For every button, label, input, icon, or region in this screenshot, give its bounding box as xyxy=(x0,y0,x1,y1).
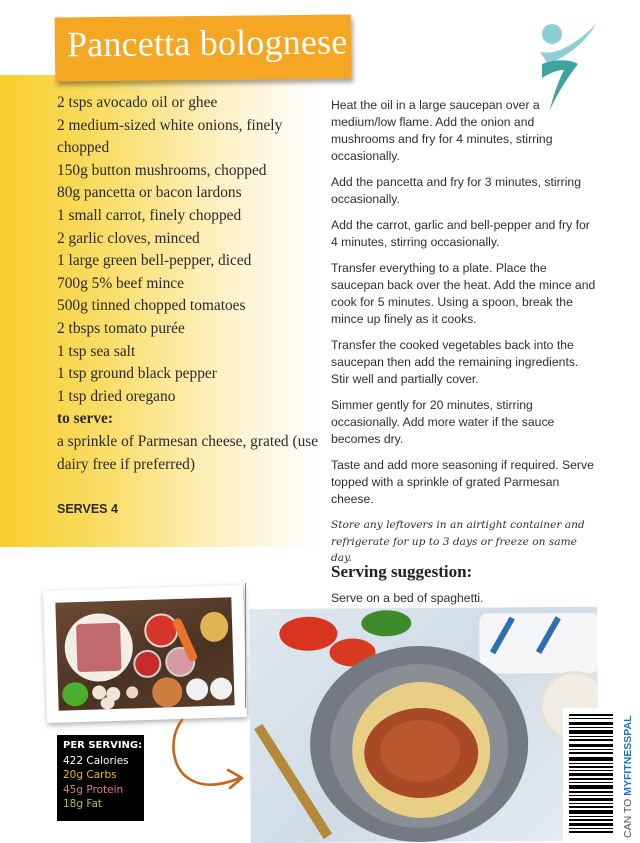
serving-suggestion-heading: Serving suggestion: xyxy=(331,562,473,581)
ingredient-item: 2 tbsps tomato purée xyxy=(57,319,185,337)
barcode-icon xyxy=(569,712,615,836)
method-step: Transfer everything to a plate. Place the saucepan back over the heat. Add the mince and cook for 5 minutes. Using a spoon, break the mince up finely as it cooks. xyxy=(331,261,596,326)
dish-photo xyxy=(249,607,599,843)
method-step: Transfer the cooked vegetables back into the saucepan then add the remaining ingredients. Stir well and partially cover. xyxy=(331,338,579,386)
ingredient-item: 1 tsp sea salt xyxy=(57,342,136,360)
ingredient-item: 1 tsp dried oregano xyxy=(57,387,176,405)
ingredients-board-image xyxy=(55,597,234,710)
serves-count: SERVES 4 xyxy=(57,502,118,516)
title-banner xyxy=(55,14,352,81)
curved-arrow-icon xyxy=(158,718,248,798)
ingredients-list xyxy=(57,92,327,476)
ingredient-item: 80g pancetta or bacon lardons xyxy=(57,184,242,202)
method-step: Taste and add more seasoning if required. Serve topped with a sprinkle of grated Parmesan cheese. xyxy=(331,458,594,506)
nutrition-protein: 45g Protein xyxy=(63,783,124,796)
ingredient-item: 1 tsp ground black pepper xyxy=(57,365,217,383)
to-serve-item: a sprinkle of Parmesan cheese, grated (use dairy free if preferred) xyxy=(57,432,319,473)
ingredient-item: 700g 5% beef mince xyxy=(57,274,184,292)
recipe-title: Pancetta bolognese xyxy=(66,21,348,65)
method-step: Heat the oil in a large saucepan over a medium/low flame. Add the onion and mushrooms and fry for 4 minutes, stirring occasionally. xyxy=(331,98,553,163)
ingredient-item: 2 tsps avocado oil or ghee xyxy=(57,94,218,111)
scan-to-myfitnesspal-label xyxy=(622,715,634,838)
ingredients-photo xyxy=(43,585,247,723)
to-serve-label: to serve: xyxy=(57,410,113,428)
nutrition-heading: PER SERVING: xyxy=(63,740,143,751)
ingredient-item: 1 large green bell-pepper, diced xyxy=(57,252,252,270)
storage-note: Store any leftovers in an airtight container and refrigerate for up to 3 days or freeze on same day. xyxy=(331,519,585,564)
serving-suggestion-text: Serve on a bed of spaghetti. xyxy=(331,591,484,605)
nutrition-calories: 422 Calories xyxy=(63,754,129,767)
photo-frame-divider xyxy=(245,583,246,708)
nutrition-fat: 18g Fat xyxy=(63,798,102,810)
ingredient-item: 150g button mushrooms, chopped xyxy=(57,161,267,179)
scan-prefix: CAN TO xyxy=(622,795,634,838)
ingredient-item: 2 medium-sized white onions, finely chopped xyxy=(57,116,283,157)
ingredient-item: 2 garlic cloves, minced xyxy=(57,229,200,247)
ingredient-item: 1 small carrot, finely chopped xyxy=(57,206,242,224)
method-step: Add the pancetta and fry for 3 minutes, stirring occasionally. xyxy=(331,175,581,206)
method-step: Simmer gently for 20 minutes, stirring occasionally. Add more water if the sauce becomes dry. xyxy=(331,398,555,446)
method-steps xyxy=(331,97,596,576)
method-step: Add the carrot, garlic and bell-pepper and fry for 4 minutes, stirring occasionally. xyxy=(331,218,590,249)
myfitnesspal-brand: MYFITNESSPAL xyxy=(622,715,634,796)
nutrition-carbs: 20g Carbs xyxy=(63,769,117,781)
ingredient-item: 500g tinned chopped tomatoes xyxy=(57,297,246,315)
nutrition-box xyxy=(57,735,144,821)
